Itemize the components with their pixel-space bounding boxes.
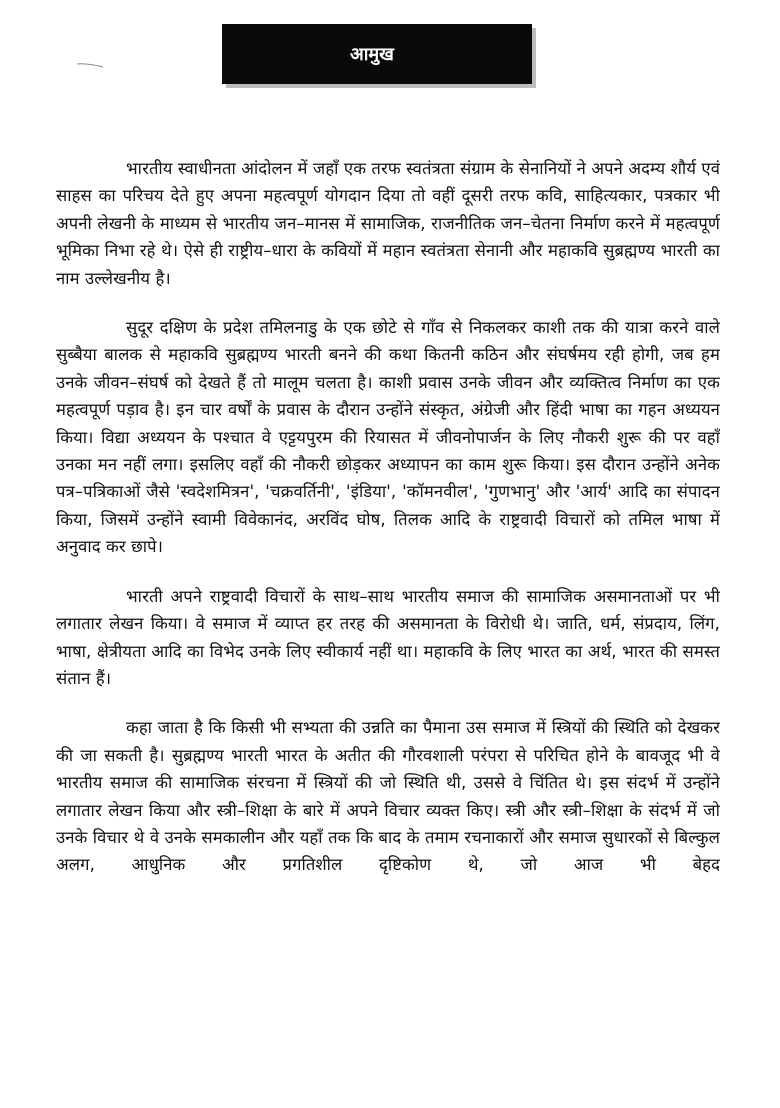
paragraph-4: कहा जाता है कि किसी भी सभ्यता की उन्नति का पैमाना उस समाज में स्त्रियों की स्थिति को देखकर की जा सकती है। सुब्रह्मण्य भारती भारत के अतीत की गौरवशाली परंपरा से परिचित होने के बावजूद भी वे भारतीय समाज की सामाजिक संरचना में स्त्रियों की जो स्थिति थी, उससे वे चिंतित थे। इस संदर्भ में उन्होंने लगातार लेखन किया और स्त्री–शिक्षा के बारे में अपने विचार व्यक्त किए। स्त्री और स्त्री–शिक्षा के संदर्भ में जो उनके विचार थे वे उनके समकालीन और यहाँ तक कि बाद के तमाम रचनाकारों और समाज सुधारकों से बिल्कुल अलग, आधुनिक और प्रगतिशील दृष्टिकोण थे, जो आज भी बेहद: [56, 718, 720, 875]
paragraph-2: सुदूर दक्षिण के प्रदेश तमिलनाडु के एक छोटे से गाँव से निकलकर काशी तक की यात्रा करने वाले सुब्बैया बालक से महाकवि सुब्रह्मण्य भारती बनने की कथा कितनी कठिन और संघर्षमय रही होगी, जब हम उनके जीवन–संघर्ष को देखते हैं तो मालूम चलता है। काशी प्रवास उनके जीवन और व्यक्तित्व निर्माण का एक महत्वपूर्ण पड़ाव है। इन चार वर्षों के प्रवास के दौरान उन्होंने संस्कृत, अंग्रेजी और हिंदी भाषा का गहन अध्ययन किया। विद्या अध्ययन के पश्चात वे एट्टयपुरम की रियासत में जीवनोपार्जन के लिए नौकरी शुरू की पर वहाँ उनका मन नहीं लगा। इसलिए वहाँ की नौकरी छोड़कर अध्यापन का काम शुरू किया। इस दौरान उन्होंने अनेक पत्र–पत्रिकाओं जैसे 'स्वदेशमित्रन', 'चक्रवर्तिनी', 'इंडिया', 'कॉमनवील', 'गुणभानु' और 'आर्य' आदि का संपादन किया, जिसमें उन्होंने स्वामी विवेकानंद, अरविंद घोष, तिलक आदि के राष्ट्रवादी विचारों को तमिल भाषा में अनुवाद कर छापे।: [56, 318, 720, 557]
paragraph-3: भारती अपने राष्ट्रवादी विचारों के साथ–साथ भारतीय समाज की सामाजिक असमानताओं पर भी लगातार लेखन किया। वे समाज में व्याप्त हर तरह की असमानता के विरोधी थे। जाति, धर्म, संप्रदाय, लिंग, भाषा, क्षेत्रीयता आदि का विभेद उनके लिए स्वीकार्य नहीं था। महाकवि के लिए भारत का अर्थ, भारत की समस्त संतान हैं।: [56, 586, 720, 688]
body-text: [56, 155, 720, 1105]
heading-banner: [222, 24, 532, 84]
paragraph-1: भारतीय स्वाधीनता आंदोलन में जहाँ एक तरफ स्वतंत्रता संग्राम के सेनानियों ने अपने अदम्य शौर्य एवं साहस का परिचय देते हुए अपना महत्वपूर्ण योगदान दिया तो वहीं दूसरी तरफ कवि, साहित्यकार, पत्रकार भी अपनी लेखनी के माध्यम से भारतीय जन–मानस में सामाजिक, राजनीतिक जन–चेतना निर्माण करने में महत्वपूर्ण भूमिका निभा रहे थे। ऐसे ही राष्ट्रीय–धारा के कवियों में महान स्वतंत्रता सेनानी और महाकवि सुब्रह्मण्य भारती का नाम उल्लेखनीय है।: [56, 159, 720, 288]
scan-speck-mark: [76, 62, 104, 68]
page-title: आमुख: [350, 44, 394, 65]
